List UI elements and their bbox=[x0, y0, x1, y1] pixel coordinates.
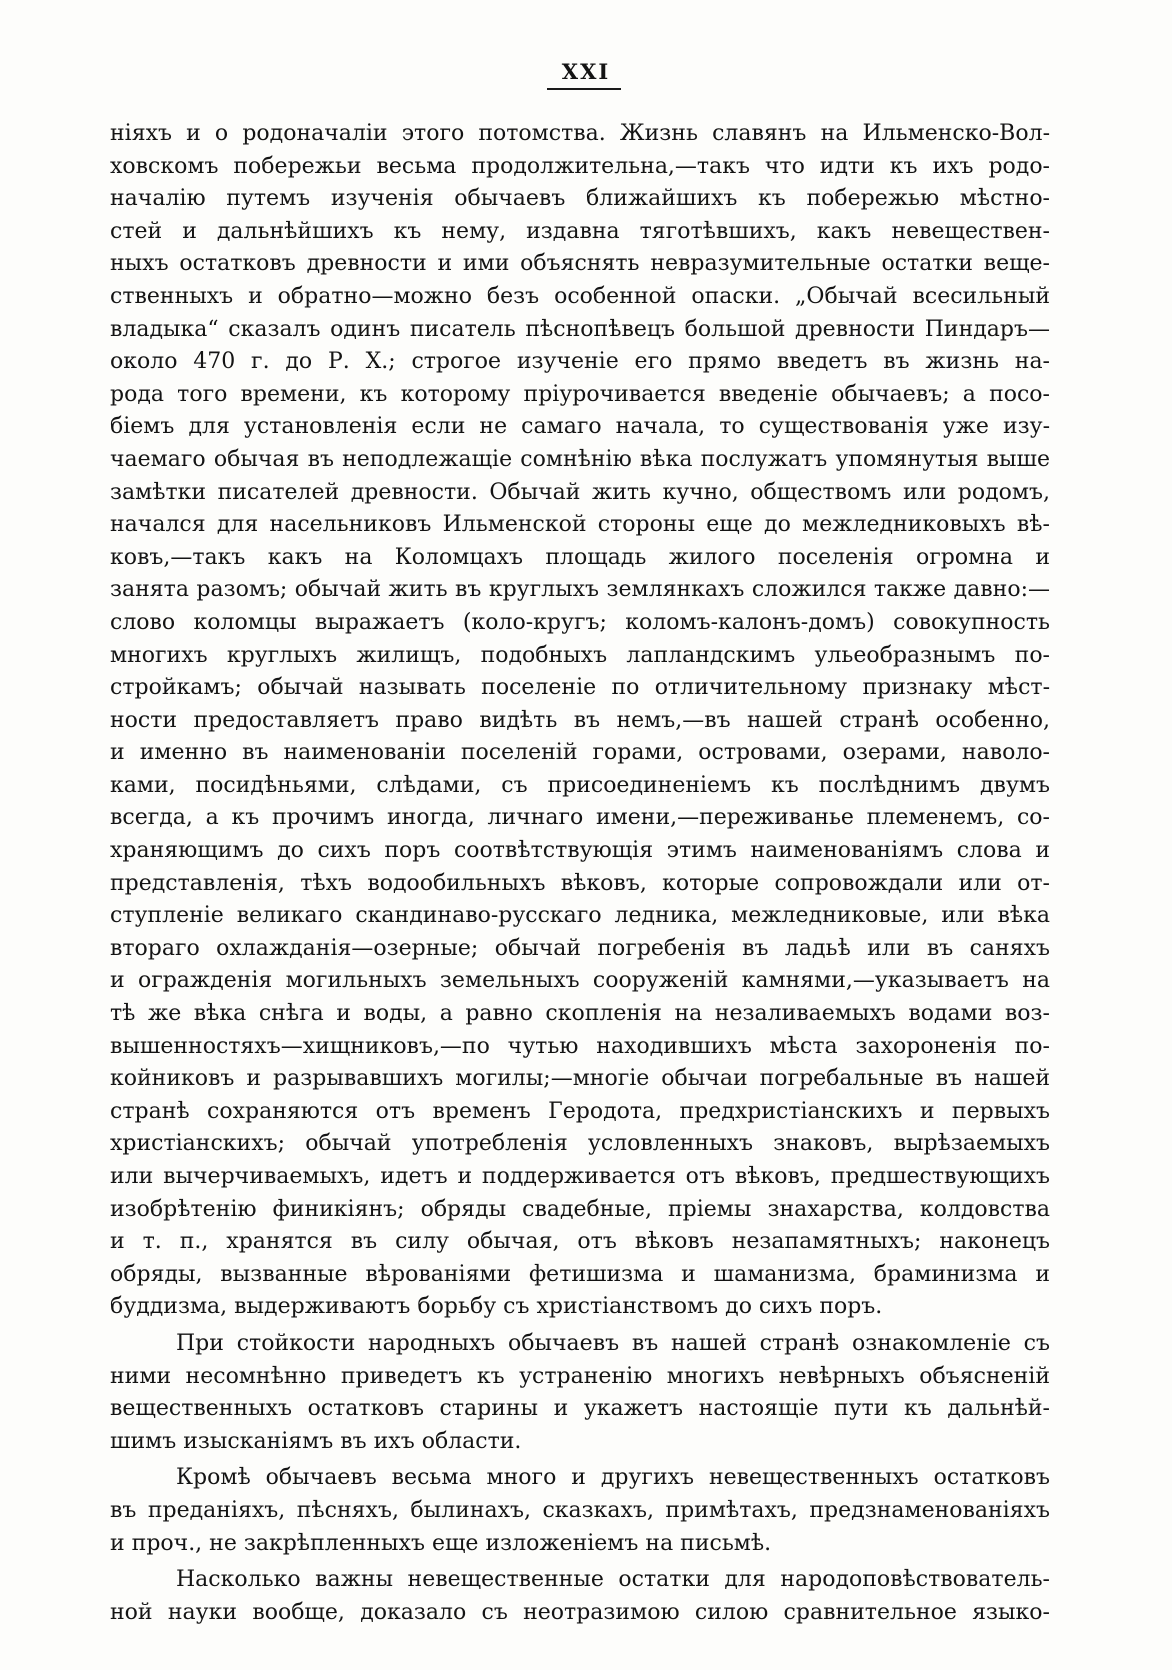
text-line: храняющимъ до сихъ поръ соотвѣтствующія этимъ наименованіямъ слова и bbox=[110, 838, 1050, 864]
text-line: около 470 г. до Р. X.; строгое изученіе его прямо введетъ въ жизнь на- bbox=[110, 349, 1050, 375]
text-line: При стойкости народныхъ обычаевъ въ нашей странѣ ознакомленіе съ bbox=[176, 1330, 1050, 1356]
text-line: буддизма, выдерживаютъ борьбу съ христіанствомъ до сихъ поръ. bbox=[110, 1294, 883, 1320]
text-line: владыка“ сказалъ одинъ писатель пѣснопѣвецъ большой древности Пиндаръ— bbox=[110, 316, 1050, 342]
text-line: ныхъ остатковъ древности и ими объяснять невразумительные остатки веще- bbox=[110, 251, 1050, 277]
text-line: рода того времени, къ которому пріурочивается введеніе обычаевъ; а посо- bbox=[110, 381, 1050, 407]
page-number: XXI bbox=[561, 59, 611, 84]
text-line: и т. п., хранятся въ силу обычая, отъ вѣковъ незапамятныхъ; наконецъ bbox=[110, 1229, 1050, 1255]
text-line: или вычерчиваемыхъ, идетъ и поддерживается отъ вѣковъ, предшествующихъ bbox=[110, 1164, 1050, 1189]
text-line: и проч., не закрѣпленныхъ еще изложеніемъ на письмѣ. bbox=[110, 1530, 772, 1556]
text-line: представленія, тѣхъ водообильныхъ вѣковъ, которые сопровождали или от- bbox=[110, 870, 1050, 896]
paragraph-4 bbox=[110, 1564, 1050, 1629]
body-text bbox=[110, 118, 1050, 1629]
text-line: христіанскихъ; обычай употребленія условленныхъ знаковъ, вырѣзаемыхъ bbox=[110, 1131, 1050, 1157]
paragraph-1 bbox=[110, 118, 1050, 1324]
text-line: ности предоставляетъ право видѣть въ немъ,—въ нашей странѣ особенно, bbox=[110, 707, 1050, 733]
text-line: ственныхъ и обратно—можно безъ особенной опаски. „Обычай всесильный bbox=[110, 283, 1050, 309]
page-number-rule bbox=[547, 88, 621, 90]
text-line: ками, посидѣньями, слѣдами, съ присоединеніемъ къ послѣднимъ двумъ bbox=[110, 772, 1050, 798]
text-line: многихъ круглыхъ жилищъ, подобныхъ лапландскимъ ульеобразнымъ по- bbox=[110, 642, 1050, 668]
text-line: началію путемъ изученія обычаевъ ближайшихъ къ побережью мѣстно- bbox=[110, 186, 1050, 212]
text-line: ступленіе великаго скандинаво-русскаго ледника, межледниковые, или вѣка bbox=[110, 903, 1050, 929]
text-line: странѣ сохраняются отъ временъ Геродота, предхристіанскихъ и первыхъ bbox=[110, 1098, 1050, 1124]
text-line: чаемаго обычая въ неподлежащіе сомнѣнію вѣка послужатъ упомянутыя выше bbox=[110, 446, 1050, 472]
text-line: шимъ изысканіямъ въ ихъ области. bbox=[110, 1428, 522, 1454]
text-line: втораго охлажданія—озерные; обычай погребенія въ ладьѣ или въ саняхъ bbox=[110, 935, 1050, 961]
text-line: изобрѣтенію финикіянъ; обряды свадебные, пріемы знахарства, колдовства bbox=[110, 1196, 1050, 1222]
text-line: стройкамъ; обычай называть поселеніе по отличительному признаку мѣст- bbox=[110, 675, 1050, 701]
text-line: ковъ,—такъ какъ на Коломцахъ площадь жилого поселенія огромна и bbox=[110, 544, 1050, 570]
text-line: и огражденія могильныхъ земельныхъ сооруженій камнями,—указываетъ на bbox=[110, 968, 1050, 994]
text-line: обряды, вызванные вѣрованіями фетишизма и шаманизма, браминизма и bbox=[110, 1261, 1050, 1287]
text-line: Насколько важны невещественные остатки для народоповѣствователь- bbox=[176, 1567, 1050, 1593]
text-line: ніяхъ и о родоначаліи этого потомства. Жизнь славянъ на Ильменско-Вол- bbox=[110, 121, 1050, 146]
text-line: стей и дальнѣйшихъ къ нему, издавна тяготѣвшихъ, какъ невеществен- bbox=[110, 218, 1050, 244]
text-line: Кромѣ обычаевъ весьма много и другихъ невещественныхъ остатковъ bbox=[176, 1465, 1050, 1491]
text-line: біемъ для установленія если не самаго начала, то существованія уже изу- bbox=[110, 414, 1050, 440]
text-line: начался для насельниковъ Ильменской стороны еще до межледниковыхъ вѣ- bbox=[110, 512, 1050, 538]
text-line: и именно въ наименованіи поселеній горами, островами, озерами, наволо- bbox=[110, 740, 1050, 766]
text-line: вышенностяхъ—хищниковъ,—по чутью находившихъ мѣста захороненія по- bbox=[110, 1033, 1050, 1059]
text-line: замѣтки писателей древности. Обычай жить кучно, обществомъ или родомъ, bbox=[110, 479, 1050, 505]
text-line: ними несомнѣнно приведетъ къ устраненію многихъ невѣрныхъ объясненій bbox=[110, 1363, 1050, 1389]
text-line: всегда, а къ прочимъ иногда, личнаго имени,—переживанье племенемъ, со- bbox=[110, 805, 1050, 831]
text-line: въ преданіяхъ, пѣсняхъ, былинахъ, сказкахъ, примѣтахъ, предзнаменованіяхъ bbox=[110, 1497, 1050, 1523]
text-line: тѣ же вѣка снѣга и воды, а равно скопленія на незаливаемыхъ водами воз- bbox=[110, 1001, 1050, 1027]
paragraph-3 bbox=[110, 1462, 1050, 1560]
text-line: занята разомъ; обычай жить въ круглыхъ землянкахъ сложился также давно:— bbox=[110, 577, 1050, 603]
text-line: вещественныхъ остатковъ старины и укажетъ настоящіе пути къ дальнѣй- bbox=[110, 1396, 1050, 1422]
text-line: ной науки вообще, доказало съ неотразимою силою сравнительное языко- bbox=[110, 1599, 1050, 1625]
text-line: слово коломцы выражаетъ (коло-кругъ; коломъ-калонъ-домъ) совокупность bbox=[110, 609, 1050, 635]
text-line: койниковъ и разрывавшихъ могилы;—многіе обычаи погребальные въ нашей bbox=[110, 1066, 1050, 1092]
paragraph-2 bbox=[110, 1328, 1050, 1458]
text-line: ховскомъ побережьи весьма продолжительна,—такъ что идти къ ихъ родо- bbox=[110, 153, 1050, 179]
